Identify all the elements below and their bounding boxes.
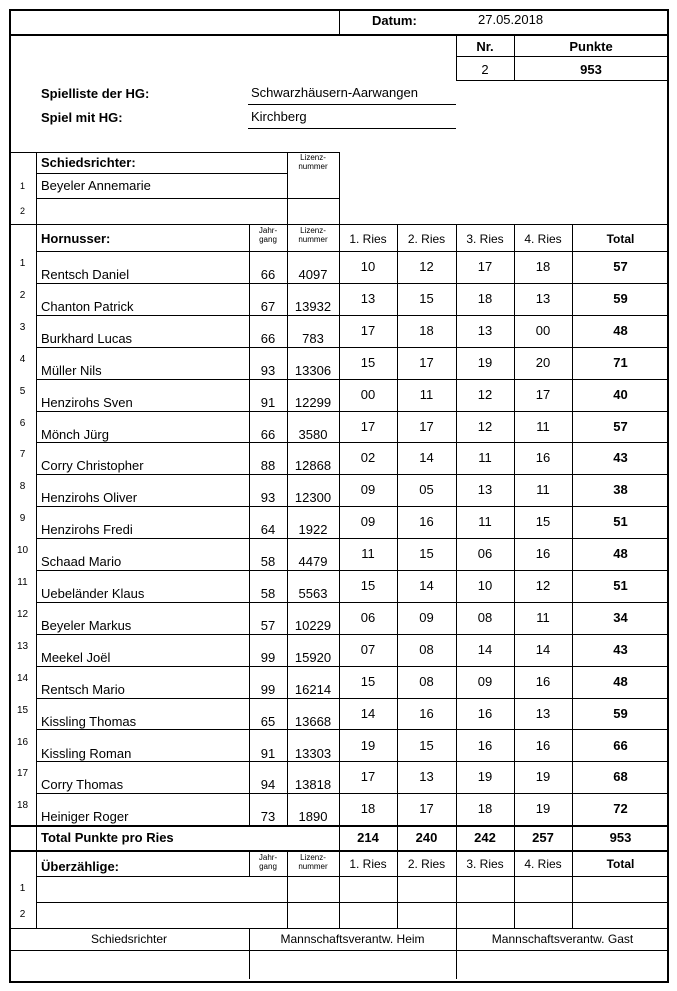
player-ries-3: 11 [478, 514, 492, 530]
player-total: 72 [613, 801, 628, 817]
player-jahrgang: 65 [260, 713, 276, 729]
player-ries-1: 09 [360, 482, 376, 498]
player-ries-3: 12 [477, 418, 493, 434]
player-num: 4 [19, 353, 26, 365]
player-num: 8 [19, 481, 26, 493]
player-ries-4: 12 [535, 578, 551, 593]
player-ries-2: 15 [419, 546, 434, 562]
player-jahrgang: 88 [260, 458, 276, 474]
spielliste-value: Schwarzhäusern-Aarwangen [251, 85, 418, 100]
player-ries-3: 18 [477, 801, 493, 817]
player-ries-1: 06 [360, 609, 376, 625]
player-jahrgang: 66 [260, 267, 276, 282]
player-ries-4: 11 [536, 482, 550, 498]
player-lizenz: 13303 [294, 745, 332, 761]
row-divider [36, 570, 669, 571]
player-lizenz: 13306 [294, 362, 332, 378]
player-ries-3: 08 [477, 609, 493, 625]
player-ries-4: 11 [536, 609, 550, 625]
player-num: 5 [19, 385, 26, 397]
player-ries-1: 10 [360, 259, 376, 274]
player-ries-4: 14 [535, 641, 551, 657]
extras-total-header: Total [606, 857, 635, 871]
row-divider [36, 698, 669, 699]
row-divider [36, 538, 669, 539]
player-ries-3: 18 [477, 290, 493, 306]
datum-label: Datum: [372, 13, 417, 28]
signature-gast: Mannschaftsverantw. Gast [491, 932, 634, 946]
player-num: 10 [16, 545, 29, 557]
player-num: 1 [19, 258, 26, 269]
player-ries-4: 16 [535, 737, 551, 753]
player-ries-1: 17 [360, 769, 376, 785]
player-num: 3 [19, 321, 26, 333]
player-lizenz: 1922 [298, 522, 328, 538]
player-ries-2: 18 [419, 322, 434, 338]
player-total: 48 [613, 546, 628, 562]
player-ries-1: 07 [360, 641, 376, 657]
extras-ries-2-header: 2. Ries [407, 857, 446, 871]
player-ries-1: 11 [361, 546, 375, 562]
player-lizenz: 12299 [294, 394, 332, 410]
spiel-mit-value: Kirchberg [251, 109, 307, 124]
player-ries-2: 09 [419, 609, 434, 625]
player-ries-2: 15 [419, 737, 434, 753]
player-jahrgang: 91 [260, 394, 276, 410]
player-ries-4: 00 [535, 322, 551, 338]
player-ries-2: 16 [419, 705, 434, 721]
player-name: Mönch Jürg [41, 426, 109, 442]
player-ries-2: 05 [419, 482, 434, 498]
player-lizenz: 1890 [298, 809, 328, 825]
player-total: 57 [613, 418, 628, 434]
ries-1-header: 1. Ries [349, 232, 387, 246]
player-jahrgang: 58 [260, 554, 276, 570]
player-num: 6 [19, 417, 26, 429]
player-ries-3: 13 [477, 482, 493, 498]
player-num: 2 [19, 289, 26, 301]
player-total: 38 [613, 482, 628, 498]
row-divider [36, 761, 669, 762]
player-name: Chanton Patrick [41, 298, 134, 314]
player-ries-3: 19 [477, 354, 493, 370]
player-ries-1: 19 [360, 737, 376, 753]
player-ries-1: 02 [360, 450, 376, 466]
extras-ries-3-header: 3. Ries [466, 857, 504, 871]
player-ries-2: 12 [419, 259, 434, 274]
player-lizenz: 13818 [294, 777, 332, 793]
player-ries-4: 15 [535, 514, 551, 530]
player-jahrgang: 66 [260, 330, 276, 346]
player-lizenz: 3580 [298, 426, 328, 442]
player-ries-3: 11 [478, 450, 492, 466]
row-divider [36, 602, 669, 603]
referee-name: Beyeler Annemarie [41, 178, 151, 193]
player-ries-4: 13 [535, 705, 551, 721]
player-jahrgang: 66 [260, 426, 276, 442]
player-ries-1: 15 [360, 673, 376, 689]
player-lizenz: 12300 [294, 490, 332, 506]
player-total: 59 [613, 705, 628, 721]
referees-lizenz-header: Lizenz- nummer [298, 153, 328, 171]
player-ries-3: 19 [477, 769, 493, 785]
player-name: Meekel Joël [41, 649, 111, 665]
spielliste-label: Spielliste der HG: [41, 86, 150, 101]
player-jahrgang: 73 [260, 809, 276, 825]
extras-lizenz-header: Lizenz- nummer [298, 853, 328, 871]
player-num: 17 [16, 768, 29, 780]
player-total: 57 [613, 259, 628, 274]
player-ries-1: 15 [360, 578, 376, 593]
row-divider [36, 347, 669, 348]
player-ries-3: 13 [477, 322, 493, 338]
totals-ries-1: 214 [357, 830, 379, 845]
player-ries-2: 14 [419, 578, 434, 593]
player-total: 68 [613, 769, 628, 785]
player-name: Henzirohs Oliver [41, 490, 138, 506]
player-ries-1: 18 [360, 801, 376, 817]
extras-ries-4-header: 4. Ries [524, 857, 562, 871]
player-ries-2: 13 [419, 769, 434, 785]
row-divider [36, 283, 669, 284]
player-name: Henzirohs Sven [41, 394, 133, 410]
player-ries-4: 16 [535, 450, 551, 466]
player-ries-4: 11 [536, 418, 550, 434]
row-divider [36, 442, 669, 443]
player-name: Müller Nils [41, 362, 102, 378]
player-ries-3: 14 [477, 641, 493, 657]
player-jahrgang: 64 [260, 522, 276, 538]
row-divider [36, 379, 669, 380]
referee-num: 2 [19, 206, 25, 216]
player-lizenz: 10229 [294, 617, 332, 633]
player-total: 51 [613, 514, 628, 530]
row-divider [36, 634, 669, 635]
totals-grand: 953 [609, 830, 632, 845]
player-ries-4: 16 [535, 546, 551, 562]
player-lizenz: 5563 [298, 586, 328, 601]
player-ries-2: 08 [419, 641, 434, 657]
player-jahrgang: 99 [260, 681, 276, 697]
player-total: 48 [613, 673, 628, 689]
player-jahrgang: 58 [260, 586, 276, 601]
player-ries-4: 19 [535, 769, 551, 785]
player-name: Rentsch Daniel [41, 267, 130, 282]
player-lizenz: 15920 [294, 649, 332, 665]
player-jahrgang: 94 [260, 777, 276, 793]
player-ries-3: 06 [477, 546, 493, 562]
player-ries-2: 14 [419, 450, 434, 466]
datum-value: 27.05.2018 [478, 12, 544, 27]
total-header: Total [606, 232, 635, 246]
player-num: 16 [16, 736, 29, 748]
player-lizenz: 12868 [294, 458, 332, 474]
player-ries-4: 18 [535, 259, 551, 274]
player-name: Rentsch Mario [41, 681, 125, 697]
referee-num: 1 [19, 181, 25, 191]
player-ries-4: 20 [535, 354, 551, 370]
spiel-mit-label: Spiel mit HG: [41, 110, 123, 125]
player-name: Uebeländer Klaus [41, 586, 145, 601]
player-ries-3: 17 [477, 259, 493, 274]
punkte-label: Punkte [569, 39, 613, 54]
player-name: Corry Christopher [41, 458, 144, 474]
player-total: 43 [613, 450, 628, 466]
player-ries-1: 14 [360, 705, 376, 721]
player-ries-4: 19 [535, 801, 551, 817]
player-ries-3: 16 [477, 737, 493, 753]
player-ries-2: 15 [419, 290, 434, 306]
player-ries-2: 16 [419, 514, 434, 530]
player-jahrgang: 93 [260, 490, 276, 506]
lizenz-header: Lizenz- nummer [298, 226, 328, 244]
player-ries-3: 16 [477, 705, 493, 721]
player-jahrgang: 57 [260, 617, 276, 633]
player-total: 59 [613, 290, 628, 306]
player-jahrgang: 93 [260, 362, 276, 378]
ries-4-header: 4. Ries [524, 232, 562, 246]
player-name: Burkhard Lucas [41, 330, 133, 346]
row-divider [36, 411, 669, 412]
player-name: Corry Thomas [41, 777, 124, 793]
player-num: 11 [17, 577, 28, 588]
player-ries-2: 11 [419, 386, 434, 402]
signature-schiedsrichter: Schiedsrichter [90, 932, 168, 946]
jahrgang-header: Jahr- gang [258, 226, 278, 244]
extras-title: Überzählige: [41, 859, 120, 874]
extras-row-num: 2 [19, 909, 26, 920]
player-num: 12 [16, 608, 29, 620]
player-ries-2: 08 [419, 673, 434, 689]
player-lizenz: 783 [302, 330, 324, 346]
player-ries-1: 09 [360, 514, 376, 530]
row-divider [36, 315, 669, 316]
player-total: 66 [613, 737, 628, 753]
extras-row-num: 1 [19, 883, 26, 894]
totals-ries-4: 257 [532, 830, 554, 845]
player-num: 15 [16, 704, 29, 716]
nr-label: Nr. [476, 39, 494, 54]
row-divider [36, 506, 669, 507]
player-ries-4: 17 [535, 386, 551, 402]
player-total: 48 [613, 322, 628, 338]
player-ries-2: 17 [419, 801, 434, 817]
player-ries-1: 17 [360, 418, 376, 434]
player-lizenz: 4479 [298, 554, 328, 570]
player-ries-3: 12 [477, 386, 493, 402]
row-divider [36, 474, 669, 475]
player-jahrgang: 99 [260, 649, 276, 665]
player-ries-1: 17 [360, 322, 376, 338]
row-divider [36, 793, 669, 794]
ries-2-header: 2. Ries [407, 232, 446, 246]
extras-jahrgang-header: Jahr- gang [258, 853, 278, 871]
player-ries-1: 13 [360, 290, 376, 306]
extras-ries-1-header: 1. Ries [349, 857, 387, 871]
player-num: 18 [16, 800, 29, 812]
player-total: 43 [613, 641, 628, 657]
nr-value: 2 [481, 62, 489, 77]
player-lizenz: 16214 [294, 681, 332, 697]
player-name: Kissling Roman [41, 745, 132, 761]
player-ries-4: 16 [535, 673, 551, 689]
row-divider [36, 666, 669, 667]
player-name: Schaad Mario [41, 554, 122, 570]
player-num: 13 [16, 640, 29, 652]
player-num: 9 [19, 513, 26, 525]
player-num: 7 [19, 449, 26, 461]
player-lizenz: 13668 [294, 713, 332, 729]
player-ries-3: 09 [477, 673, 493, 689]
player-name: Beyeler Markus [41, 617, 132, 633]
player-total: 34 [613, 609, 628, 625]
player-name: Heiniger Roger [41, 809, 129, 825]
player-num: 14 [16, 672, 29, 684]
referees-title: Schiedsrichter: [41, 155, 136, 170]
player-ries-4: 13 [535, 290, 551, 306]
row-divider [36, 729, 669, 730]
player-name: Kissling Thomas [41, 713, 137, 729]
player-jahrgang: 67 [260, 298, 276, 314]
players-title: Hornusser: [41, 231, 111, 246]
totals-ries-3: 242 [474, 830, 496, 845]
player-lizenz: 13932 [294, 298, 332, 314]
player-jahrgang: 91 [260, 745, 276, 761]
punkte-value: 953 [580, 62, 602, 77]
player-ries-2: 17 [419, 354, 434, 370]
player-total: 71 [613, 354, 628, 370]
player-lizenz: 4097 [298, 267, 328, 282]
signature-heim: Mannschaftsverantw. Heim [280, 932, 425, 946]
player-name: Henzirohs Fredi [41, 522, 133, 538]
player-ries-1: 00 [360, 386, 376, 402]
ries-3-header: 3. Ries [466, 232, 504, 246]
player-total: 51 [613, 578, 628, 593]
player-ries-3: 10 [477, 578, 493, 593]
player-total: 40 [613, 386, 628, 402]
totals-label: Total Punkte pro Ries [41, 830, 174, 845]
player-ries-2: 17 [419, 418, 434, 434]
player-ries-1: 15 [360, 354, 376, 370]
totals-ries-2: 240 [415, 830, 438, 845]
